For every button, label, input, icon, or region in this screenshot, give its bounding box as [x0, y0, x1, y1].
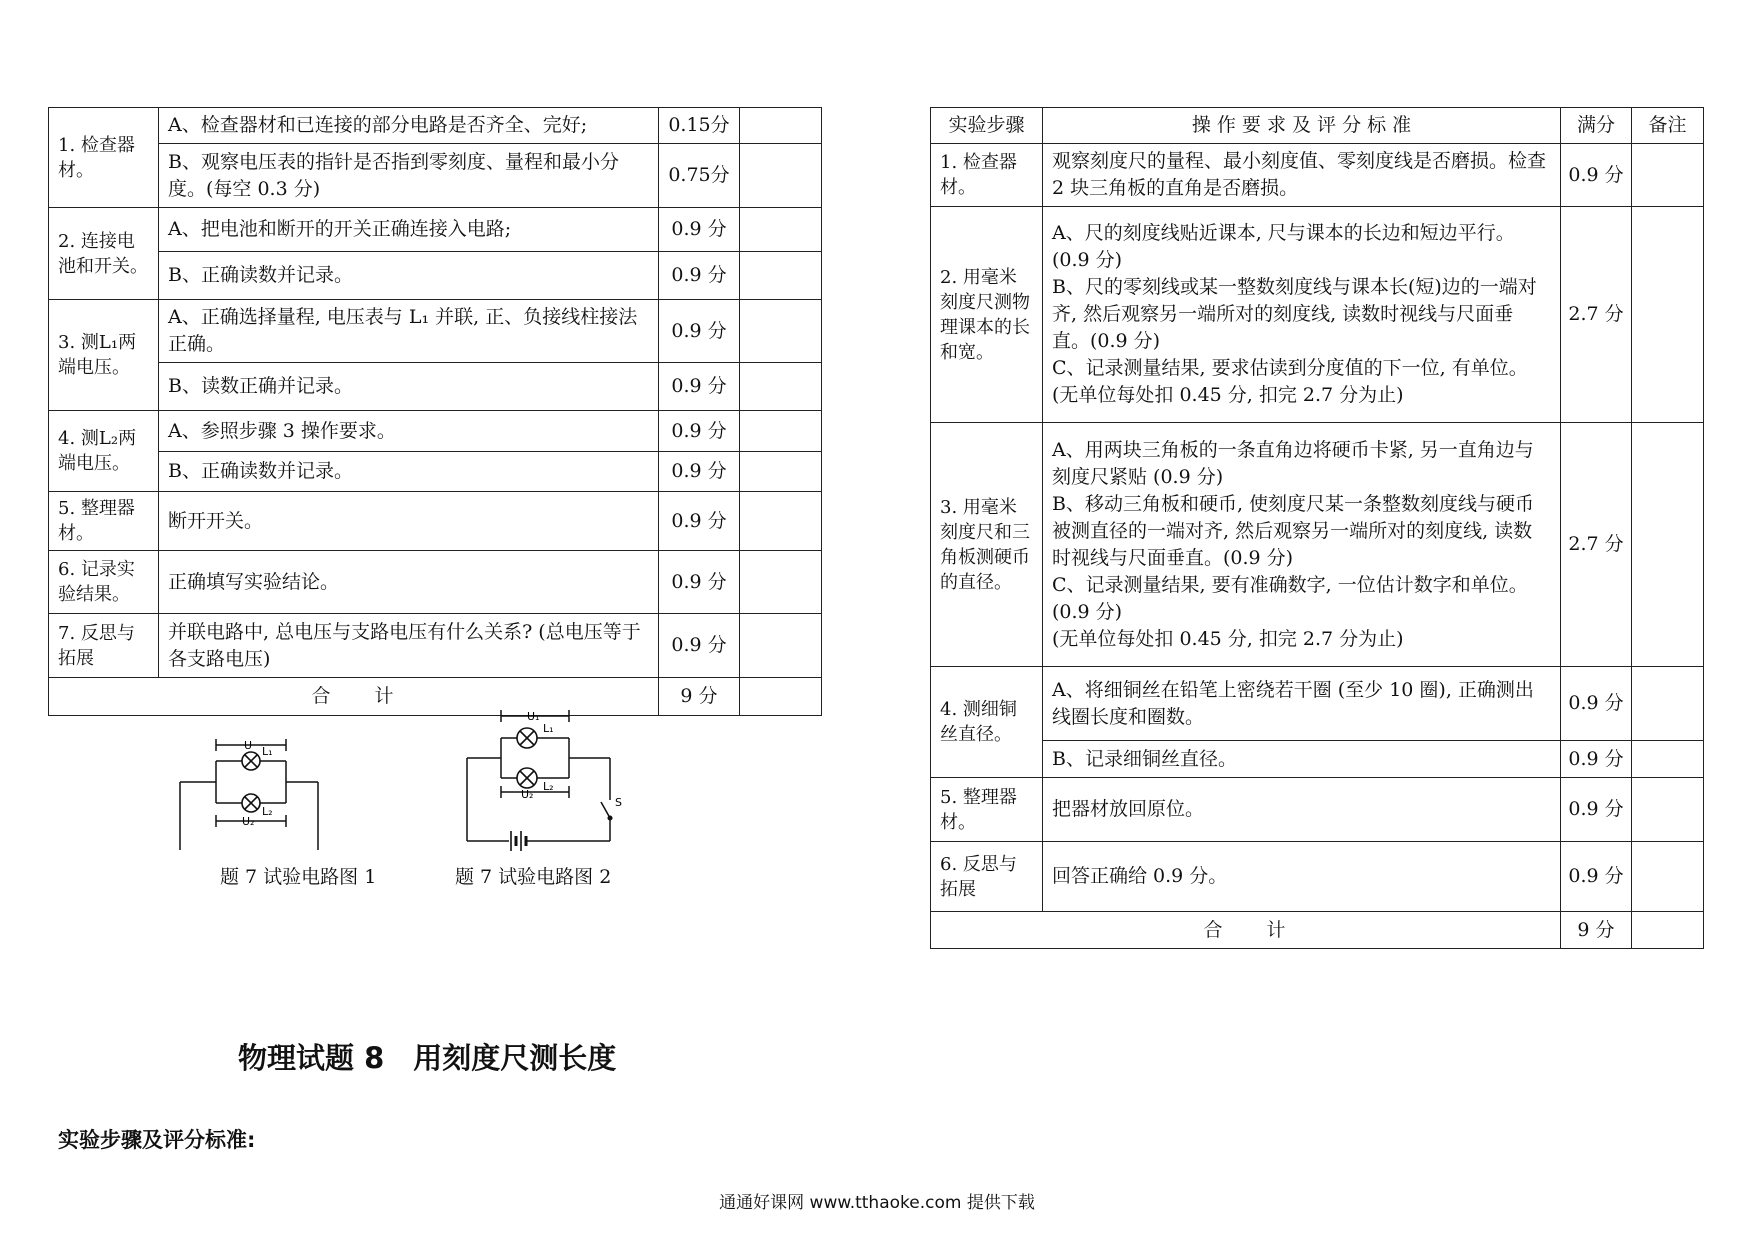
note-cell — [1632, 842, 1704, 912]
step-cell: 3. 用毫米刻度尺和三角板测硬币的直径。 — [931, 423, 1043, 667]
criterion-line: 观察刻度尺的量程、最小刻度值、零刻度线是否磨损。检查 2 块三角板的直角是否磨损。 — [1052, 150, 1547, 199]
step-cell: 1. 检查器材。 — [931, 144, 1043, 207]
criterion-cell: 把器材放回原位。 — [1043, 778, 1561, 842]
score-cell: 0.15分 — [659, 108, 740, 144]
score-cell: 0.9 分 — [659, 363, 740, 411]
score-cell: 0.9 分 — [659, 492, 740, 551]
note-cell — [1632, 667, 1704, 741]
battery-icon — [511, 831, 526, 851]
right-scoring-table — [930, 107, 1704, 949]
section-subtitle: 实验步骤及评分标准: — [58, 1128, 256, 1152]
score-cell: 0.9 分 — [659, 252, 740, 300]
score-cell: 0.9 分 — [659, 452, 740, 492]
total-label: 合 计 — [49, 678, 659, 716]
criterion-line: B、尺的零刻线或某一整数刻度线与课本长(短)边的一端对齐, 然后观察另一端所对的刻度线, 读数时视线与尺面垂直。(0.9 分) — [1052, 276, 1537, 352]
note-cell — [740, 678, 822, 716]
score-cell: 0.9 分 — [1561, 144, 1632, 207]
criterion-cell — [1043, 207, 1561, 423]
score-cell: 0.9 分 — [659, 551, 740, 614]
criterion-cell: 正确填写实验结论。 — [159, 551, 659, 614]
note-cell — [740, 300, 822, 363]
note-cell — [1632, 912, 1704, 949]
page-footer: 通通好课网 www.tthaoke.com 提供下载 — [719, 1193, 1035, 1213]
criterion-cell: A、把电池和断开的开关正确连接入电路; — [159, 208, 659, 252]
step-cell: 4. 测细铜丝直径。 — [931, 667, 1043, 778]
criterion-cell: 回答正确给 0.9 分。 — [1043, 842, 1561, 912]
step-cell: 5. 整理器材。 — [49, 492, 159, 551]
criterion-cell: B、记录细铜丝直径。 — [1043, 741, 1561, 778]
total-score: 9 分 — [659, 678, 740, 716]
note-cell — [740, 363, 822, 411]
step-cell: 2. 用毫米刻度尺测物理课本的长和宽。 — [931, 207, 1043, 423]
note-cell — [740, 208, 822, 252]
step-cell: 6. 记录实验结果。 — [49, 551, 159, 614]
header-step: 实验步骤 — [931, 108, 1043, 144]
step-cell: 3. 测L₁两端电压。 — [49, 300, 159, 411]
figure-caption-2: 题 7 试验电路图 2 — [455, 866, 612, 888]
criterion-line: C、记录测量结果, 要求估读到分度值的下一位, 有单位。(无单位每处扣 0.45 分, 扣完 2.7 分为止) — [1052, 357, 1528, 406]
l1-label: L₁ — [543, 722, 554, 735]
criterion-cell: A、将细铜丝在铅笔上密绕若干圈 (至少 10 圈), 正确测出线圈长度和圈数。 — [1043, 667, 1561, 741]
note-cell — [1632, 207, 1704, 423]
step-cell: 6. 反思与拓展 — [931, 842, 1043, 912]
note-cell — [1632, 144, 1704, 207]
score-cell: 0.9 分 — [1561, 667, 1632, 741]
note-cell — [1632, 741, 1704, 778]
criterion-cell: A、正确选择量程, 电压表与 L₁ 并联, 正、负接线柱接法正确。 — [159, 300, 659, 363]
criterion-cell: B、正确读数并记录。 — [159, 252, 659, 300]
score-cell: 0.9 分 — [659, 614, 740, 678]
criterion-line: (无单位每处扣 0.45 分, 扣完 2.7 分为止) — [1052, 627, 1404, 650]
step-cell: 5. 整理器材。 — [931, 778, 1043, 842]
lamp-l1-icon — [517, 728, 537, 748]
voltage-u-label: U — [244, 739, 253, 752]
score-cell: 0.9 分 — [659, 208, 740, 252]
score-cell: 0.9 分 — [659, 300, 740, 363]
total-score: 9 分 — [1561, 912, 1632, 949]
criterion-cell: 并联电路中, 总电压与支路电压有什么关系? (总电压等于各支路电压) — [159, 614, 659, 678]
note-cell — [740, 614, 822, 678]
total-label: 合 计 — [931, 912, 1561, 949]
criterion-line: A、用两块三角板的一条直角边将硬币卡紧, 另一直角边与刻度尺紧贴 (0.9 分) — [1052, 438, 1534, 488]
score-cell: 0.9 分 — [1561, 842, 1632, 912]
criterion-cell — [1043, 423, 1561, 667]
criterion-line: A、尺的刻度线贴近课本, 尺与课本的长边和短边平行。(0.9 分) — [1052, 222, 1515, 271]
note-cell — [740, 452, 822, 492]
step-cell: 1. 检查器材。 — [49, 108, 159, 208]
score-cell: 2.7 分 — [1561, 207, 1632, 423]
criterion-cell: B、观察电压表的指针是否指到零刻度、量程和最小分度。(每空 0.3 分) — [159, 144, 659, 208]
note-cell — [1632, 778, 1704, 842]
criterion-line: C、记录测量结果, 要有准确数字, 一位估计数字和单位。(0.9 分) — [1052, 573, 1528, 623]
l2-label: L₂ — [543, 780, 554, 793]
switch-s-label: S — [615, 796, 622, 809]
header-note: 备注 — [1632, 108, 1704, 144]
header-requirements: 操 作 要 求 及 评 分 标 准 — [1043, 108, 1561, 144]
criterion-line: B、移动三角板和硬币, 使刻度尺某一条整数刻度线与硬币被测直径的一端对齐, 然后观察另一端所对的刻度线, 读数时视线与尺面垂直。(0.9 分) — [1052, 492, 1535, 569]
left-scoring-table — [48, 107, 822, 716]
voltage-u2-label: U₂ — [521, 788, 534, 801]
step-cell: 7. 反思与拓展 — [49, 614, 159, 678]
circuit-diagram-2 — [465, 708, 635, 858]
l1-label: L₁ — [262, 745, 273, 758]
voltage-u2-label: U₂ — [242, 815, 255, 828]
criterion-cell: B、正确读数并记录。 — [159, 452, 659, 492]
note-cell — [740, 108, 822, 144]
note-cell — [1632, 423, 1704, 667]
note-cell — [740, 411, 822, 452]
score-cell: 0.9 分 — [659, 411, 740, 452]
criterion-cell: A、参照步骤 3 操作要求。 — [159, 411, 659, 452]
circuit-diagram-1 — [178, 735, 338, 855]
lamp-l2-icon — [242, 794, 260, 812]
score-cell: 0.75分 — [659, 144, 740, 208]
step-cell: 2. 连接电池和开关。 — [49, 208, 159, 300]
figure-caption-1: 题 7 试验电路图 1 — [220, 866, 377, 888]
score-cell: 0.9 分 — [1561, 778, 1632, 842]
score-cell: 0.9 分 — [1561, 741, 1632, 778]
note-cell — [740, 144, 822, 208]
criterion-cell: A、检查器材和已连接的部分电路是否齐全、完好; — [159, 108, 659, 144]
note-cell — [740, 492, 822, 551]
criterion-cell: B、读数正确并记录。 — [159, 363, 659, 411]
header-full-score: 满分 — [1561, 108, 1632, 144]
criterion-cell: 断开开关。 — [159, 492, 659, 551]
score-cell: 2.7 分 — [1561, 423, 1632, 667]
lamp-l1-icon — [242, 752, 260, 770]
section-title: 物理试题 8 用刻度尺测长度 — [238, 1041, 617, 1075]
l2-label: L₂ — [262, 805, 273, 818]
note-cell — [740, 551, 822, 614]
step-cell: 4. 测L₂两端电压。 — [49, 411, 159, 492]
switch-s-icon — [601, 802, 612, 820]
criterion-cell — [1043, 144, 1561, 207]
note-cell — [740, 252, 822, 300]
voltage-u1-label: U₁ — [527, 710, 540, 723]
lamp-l2-icon — [517, 768, 537, 788]
